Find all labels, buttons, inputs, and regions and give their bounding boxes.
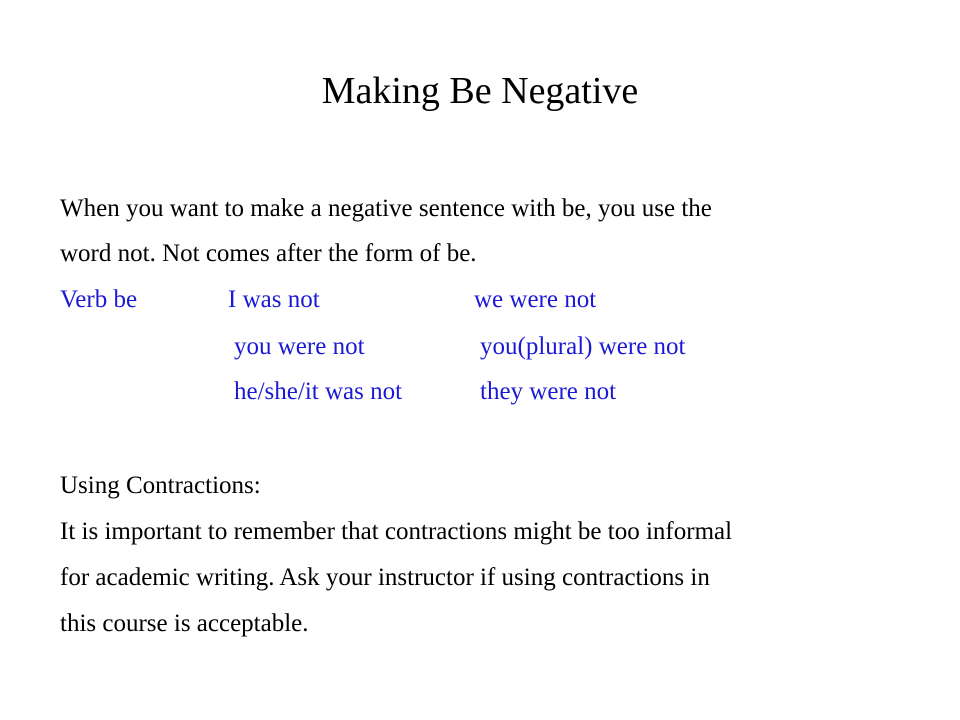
intro-line-1: When you want to make a negative sentence with be, you use the: [60, 195, 712, 222]
verb-singular-1: I was not: [228, 286, 320, 313]
verb-plural-1: we were not: [474, 286, 597, 313]
verb-singular-3: he/she/it was not: [234, 378, 403, 405]
contractions-line-2: for academic writing. Ask your instructor if using contractions in: [60, 564, 710, 591]
contractions-line-1: It is important to remember that contractions might be too informal: [60, 518, 733, 545]
contractions-line-3: this course is acceptable.: [60, 610, 309, 637]
verb-plural-2: you(plural) were not: [480, 333, 686, 360]
slide-title: Making Be Negative: [321, 70, 639, 112]
contractions-heading: Using Contractions:: [60, 472, 261, 499]
verb-plural-3: they were not: [480, 378, 617, 405]
verb-label: Verb be: [60, 286, 138, 313]
verb-singular-2: you were not: [234, 333, 365, 360]
intro-line-2: word not. Not comes after the form of be.: [60, 240, 477, 267]
